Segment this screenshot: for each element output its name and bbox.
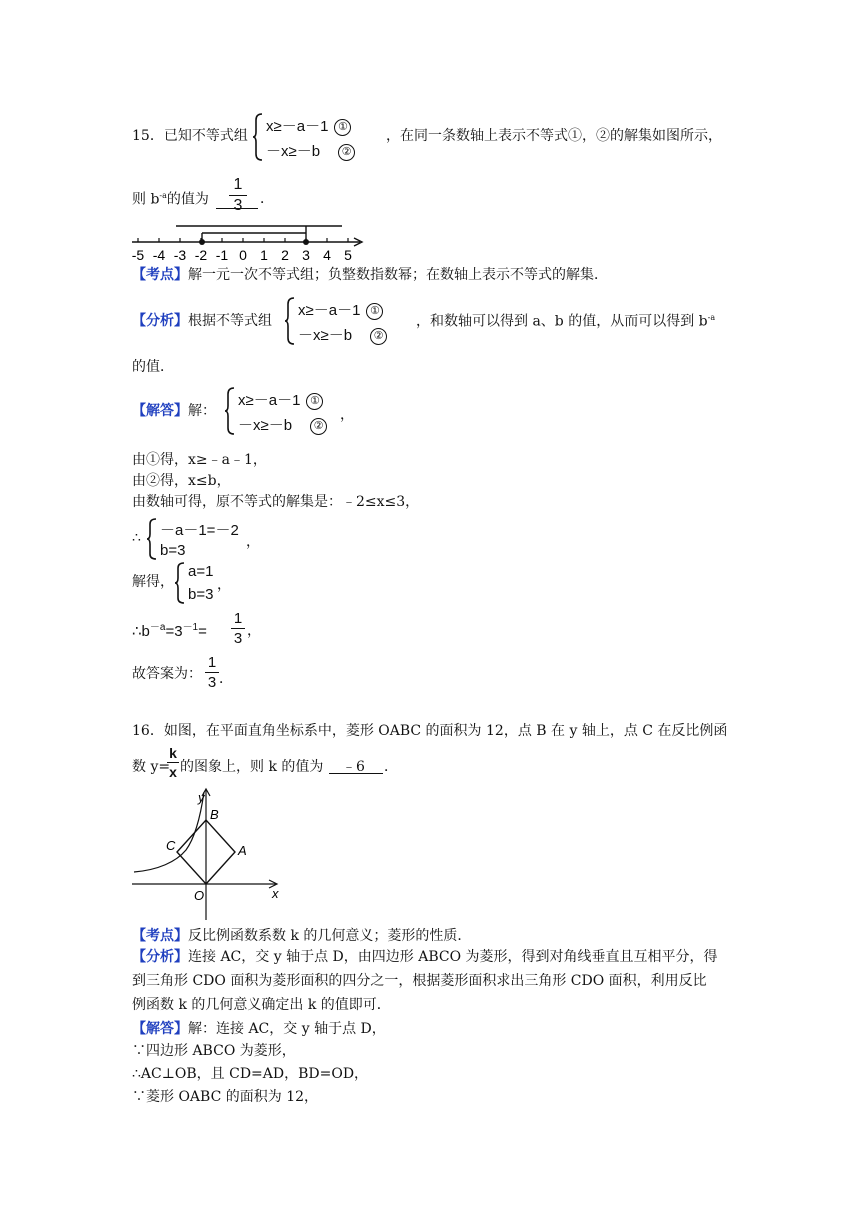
q15-jieda-post: ， [340,407,354,423]
q15-step4-prefix: ∴ [132,530,141,546]
q16-jieda-l3: ∴AC⊥OB，且 CD=AD，BD=OD， [132,1066,369,1082]
q15-inequality-system [252,112,382,162]
q15-jieda-pre: 【解答】解： [132,403,216,419]
q15-step1: 由①得，x≥﹣a﹣1， [132,452,267,468]
q15-kaodian: 【考点】解一元一次不等式组；负整数指数幂；在数轴上表示不等式的解集． [132,267,608,283]
q16-jieda-l2: ∵四边形 ABCO 为菱形， [132,1043,296,1059]
q15-final-prefix: 故答案为： [132,666,202,682]
q15-step6-end: ， [247,623,261,639]
q15-step6: $\therefore b^{-a}=3^{-1}=$ [132,622,207,640]
number-line-label: 0 [239,247,247,263]
q16-line2-mid: 的图象上，则 k 的值为 [180,759,324,775]
number-line-label: -3 [173,247,187,263]
q15-step4-end: ， [246,534,260,550]
q16-jieda-l4: ∵菱形 OABC 的面积为 12， [132,1089,319,1105]
svg-text:B: B [210,807,219,822]
q15-step5-end: ， [217,577,231,593]
q15-number-line [128,218,373,263]
q15-final-fraction: 1 3 [205,654,219,691]
q16-k-over-x: k x [167,745,179,780]
q16-kaodian: 【考点】反比例函数系数 k 的几何意义；菱形的性质． [132,928,472,944]
number-line-label: -1 [215,247,229,263]
q16-fenxi-l1: 【分析】连接 AC，交 y 轴于点 D，由四边形 ABCO 为菱形，得到对角线垂直且互相平分，得 [132,949,718,965]
left-brace-icon [252,112,264,162]
q15-fenxi-system: x≥－a－1 ① －x≥－b ② [284,296,414,346]
left-brace-icon [146,517,158,561]
q15-fenxi-pre: 【分析】根据不等式组 [132,313,272,329]
q15-line2-end: ． [260,191,274,207]
q16-line2-end: ． [384,759,398,775]
q15-fenxi-line2: 的值． [132,359,174,375]
number-line-label: 1 [260,247,268,263]
q15-answer-fraction: 1 3 [229,176,247,215]
q15-step5-prefix: 解得， [132,574,174,590]
q15-jieda-system: x≥－a－1 ① －x≥－b ② [224,386,354,436]
q16-jieda-l1: 【解答】解：连接 AC，交 y 轴于点 D， [132,1021,386,1037]
q16-figure [128,786,288,922]
left-brace-icon [284,296,296,346]
number-line-label: 2 [281,247,289,263]
hyperbola-curve [134,792,204,872]
q16-fenxi-l3: 例函数 k 的几何意义确定出 k 的值即可． [132,997,391,1013]
q15-line1-prefix: 15．已知不等式组 [132,128,248,144]
q16-answer: ﹣6 [342,759,365,775]
q16-line1: 16．如图，在平面直角坐标系中，菱形 OABC 的面积为 12，点 B 在 y 轴上，点 C 在反比例函 [132,723,728,739]
svg-text:y: y [198,790,205,805]
number-line-label: -2 [194,247,208,263]
q15-final-end: ． [219,671,233,687]
q15-step5-system: a=1 b=3 [174,561,234,605]
q15-step4-system: －a－1=－2 b=3 [146,517,266,561]
svg-text:x: x [272,886,279,901]
number-line-label: -4 [152,247,166,263]
q15-line2: 则 $b^{-a}$的值为 [132,191,209,208]
number-line-label: 5 [344,247,352,263]
q15-line1-suffix: ，在同一条数轴上表示不等式①，②的解集如图所示， [386,128,722,144]
q16-fenxi-l2: 到三角形 CDO 面积为菱形面积的四分之一，根据菱形面积求出三角形 CDO 面积，利用反比 [132,973,707,989]
q15-fenxi-post: ，和数轴可以得到 a、b 的值，从而可以得到 $b^{-a}$ [416,313,716,330]
svg-text:O: O [194,888,205,903]
svg-text:A: A [238,843,247,858]
svg-text:C: C [166,838,176,853]
q15-sys-line2: －x≥－b ② [266,140,355,161]
left-brace-icon [224,386,236,436]
q15-step6-fraction: 1 3 [231,610,245,647]
left-brace-icon [174,561,186,605]
q15-step2: 由②得，x≤b， [132,473,231,489]
q15-step3: 由数轴可得，原不等式的解集是：﹣2≤x≤3， [132,494,420,510]
q16-line2-prefix: 数 y= [132,759,171,775]
number-line-label: 3 [302,247,310,263]
number-line-label: -5 [131,247,145,263]
number-line-label: 4 [323,247,331,263]
q15-sys-line1: x≥－a－1 ① [266,115,351,136]
